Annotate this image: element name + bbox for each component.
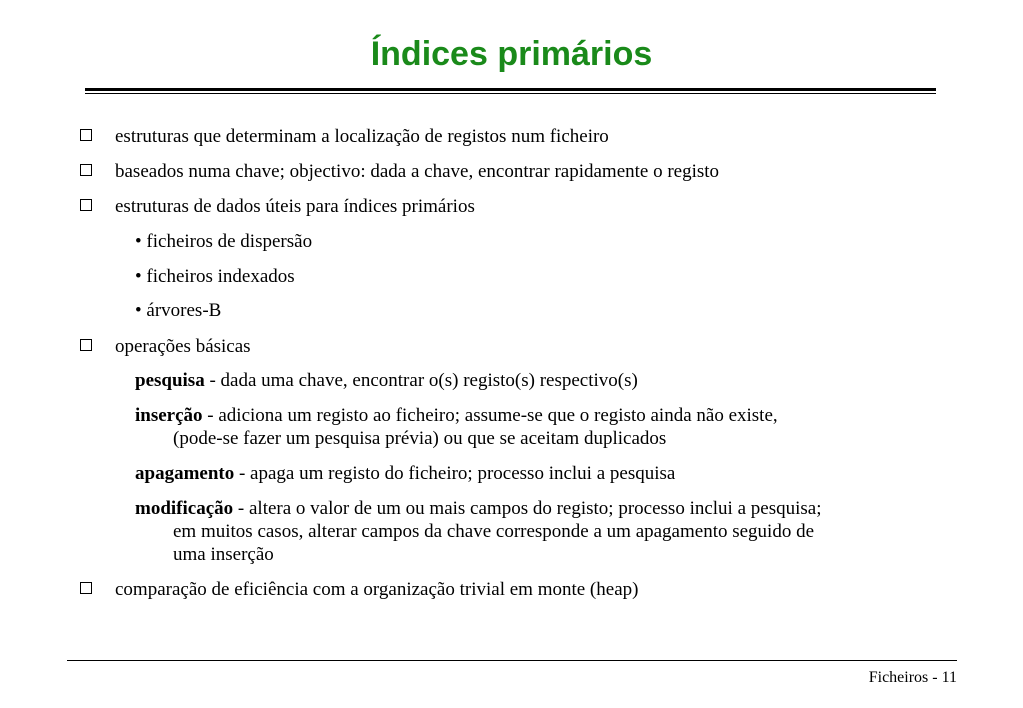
operation-text: - apaga um registo do ficheiro; processo inclui a pesquisa: [234, 463, 676, 484]
title-divider-thick: [85, 88, 936, 91]
bullet-item: operações básicas: [115, 336, 251, 357]
operation-item: [135, 498, 821, 519]
operation-continuation: (pode-se fazer um pesquisa prévia) ou que se aceitam duplicados: [173, 428, 667, 449]
sub-item: • ficheiros de dispersão: [135, 231, 313, 252]
bullet-item: estruturas que determinam a localização de registos num ficheiro: [115, 126, 609, 147]
sub-item: • árvores-B: [135, 300, 222, 321]
bullet-item: estruturas de dados úteis para índices primários: [115, 196, 475, 217]
operation-continuation: uma inserção: [173, 544, 274, 565]
operation-text: - altera o valor de um ou mais campos do registo; processo inclui a pesquisa;: [233, 498, 822, 519]
operation-term: apagamento: [135, 463, 235, 484]
sub-item: • ficheiros indexados: [135, 266, 295, 287]
operation-item: [135, 463, 675, 484]
operation-continuation: em muitos casos, alterar campos da chave corresponde a um apagamento seguido de: [173, 521, 815, 542]
operation-item: [135, 370, 638, 391]
operation-term: inserção: [135, 405, 203, 426]
title-divider-thin: [85, 93, 936, 94]
operation-text: - dada uma chave, encontrar o(s) registo(s) respectivo(s): [204, 370, 638, 391]
operation-term: pesquisa: [135, 370, 205, 391]
operation-text: - adiciona um registo ao ficheiro; assume-se que o registo ainda não existe,: [202, 405, 778, 426]
footer-page-label: Ficheiros - 11: [868, 669, 957, 686]
bullet-item: baseados numa chave; objectivo: dada a chave, encontrar rapidamente o registo: [115, 161, 720, 182]
footer-divider: [67, 660, 957, 661]
slide-title: Índices primários: [370, 35, 653, 73]
operation-item: [135, 405, 778, 426]
bullet-item: comparação de eficiência com a organização trivial em monte (heap): [115, 579, 639, 600]
operation-term: modificação: [135, 498, 234, 519]
